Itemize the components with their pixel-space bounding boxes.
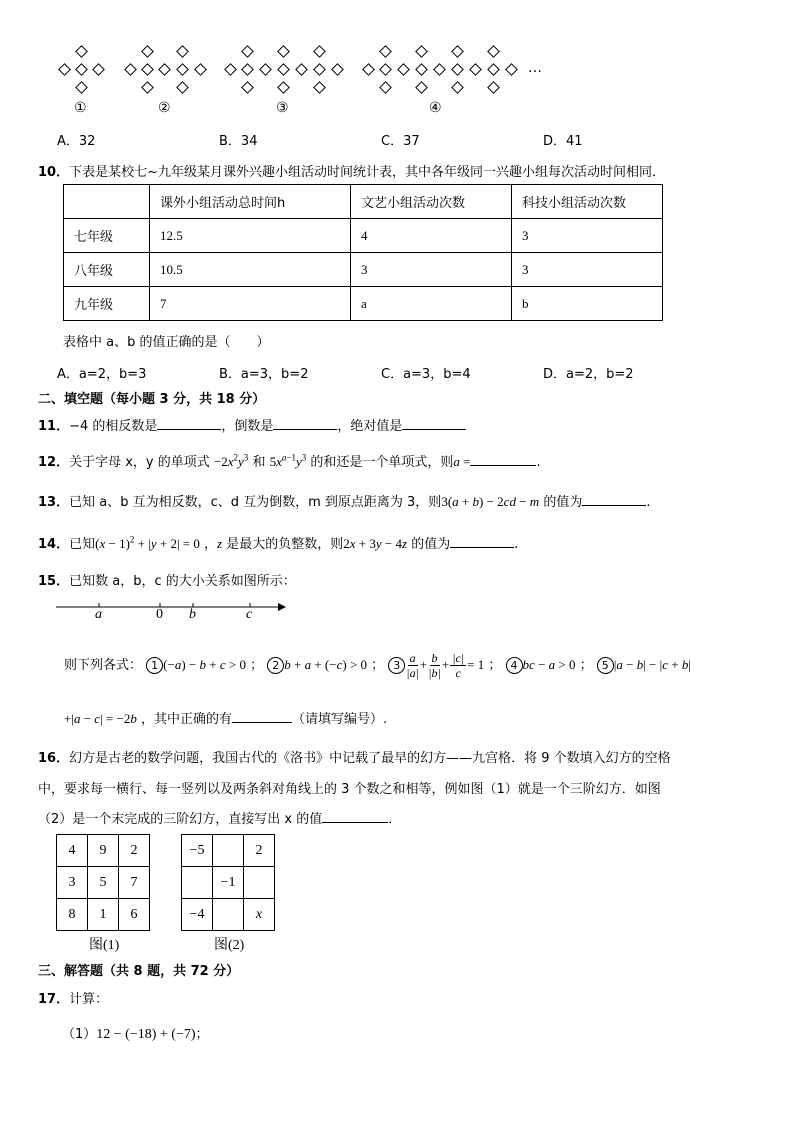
grid-cell: x xyxy=(244,899,275,931)
diamond-icon xyxy=(141,63,154,76)
activity-table xyxy=(63,184,663,321)
table-cell: 九年级 xyxy=(64,287,150,321)
arrow-icon xyxy=(278,603,286,611)
q14-text: 已知 xyxy=(69,537,96,552)
q14-text: ， xyxy=(204,537,218,552)
diamond-icon xyxy=(176,81,189,94)
q16-line2: 中，要求每一横行、每一竖列以及两条斜对角线上的 3 个数之和相等，例如图（1）就是一个三阶幻方．如图 xyxy=(38,782,661,797)
diamond-icon xyxy=(277,63,290,76)
item-marker: 1 xyxy=(146,657,163,674)
table-row xyxy=(64,253,663,287)
q12-monomial-2: $5x^{a-1}y^3$ xyxy=(269,452,307,469)
table-header-cell: 科技小组活动次数 xyxy=(512,185,663,219)
question-number: 13． xyxy=(38,495,70,510)
table-cell: 七年级 xyxy=(64,219,150,253)
grid-cell: 2 xyxy=(119,835,150,867)
q10-option-d: D．a=2，b=2 xyxy=(543,367,634,382)
q10-text: 下表是某校七~九年级某月课外兴趣小组活动时间统计表，其中各年级同一兴趣小组每次活动时间相同． xyxy=(69,165,665,180)
q15-item-5: |a − b| − |c + b| xyxy=(613,657,691,672)
table-row xyxy=(64,287,663,321)
q10-option-c: C．a=3，b=4 xyxy=(381,367,471,382)
table-header-cell xyxy=(64,185,150,219)
diamond-icon xyxy=(505,63,518,76)
q17-text: 计算： xyxy=(69,992,109,1007)
q14 xyxy=(38,533,518,552)
q13 xyxy=(38,491,650,510)
q10-question: 表格中 a、b 的值正确的是（ ） xyxy=(63,335,270,350)
diamond-icon xyxy=(295,63,308,76)
diamond-icon xyxy=(58,63,71,76)
answer-blank[interactable] xyxy=(157,417,221,430)
q13-expression: 3(a + b) − 2cd − m xyxy=(441,494,540,509)
axis-label-b: b xyxy=(189,607,196,622)
question-number: 15． xyxy=(38,574,70,589)
table-cell: 10.5 xyxy=(150,253,351,287)
q15-text: （请填写编号）. xyxy=(291,712,388,727)
table-row xyxy=(64,219,663,253)
q15-expressions: 则下列各式： 1 (−a) − b + c > 0 ； 2 b + a + (−c) > 0 ； 3 $\frac{a}{|a|}$ + $\frac{b}{|b|}$ + $\frac{|c|}{c}$ = 1 ； 4 bc − a > 0 ； 5 |a − b| − |c + b| xyxy=(64,651,691,680)
q14-expression: 2x + 3y − 4z xyxy=(343,536,408,551)
grid-cell: −1 xyxy=(213,867,244,899)
diamond-icon xyxy=(277,81,290,94)
q14-text: 是最大的负整数，则 xyxy=(226,537,344,552)
table-header-row xyxy=(64,185,663,219)
q16-text: ． xyxy=(388,812,402,827)
q13-text: 已知 a、b 互为相反数，c、d 互为倒数，m 到原点距离为 3，则 xyxy=(69,495,442,510)
q12: 12．关于字母 x，y 的单项式 $-2x^2y^3$ 和 $5x^{a-1}y^3$ 的和还是一个单项式，则a = . xyxy=(38,452,541,470)
diamond-icon xyxy=(379,81,392,94)
question-number: 12． xyxy=(38,455,70,470)
figure-label: ④ xyxy=(429,100,442,116)
diamond-icon xyxy=(313,63,326,76)
table-cell: a xyxy=(351,287,512,321)
answer-blank[interactable] xyxy=(273,417,337,430)
diamond-icon xyxy=(241,45,254,58)
grid-cell: 2 xyxy=(244,835,275,867)
table-cell: 八年级 xyxy=(64,253,150,287)
diamond-icon xyxy=(451,45,464,58)
figure-label: ② xyxy=(158,100,171,116)
diamond-icon xyxy=(141,81,154,94)
figure-caption: 图(2) xyxy=(214,938,245,953)
grid-cell: 6 xyxy=(119,899,150,931)
diamond-icon xyxy=(331,63,344,76)
q12-end: . xyxy=(536,455,541,470)
table-header-cell: 课外小组活动总时间h xyxy=(150,185,351,219)
q17-stem xyxy=(38,988,108,1007)
answer-blank[interactable] xyxy=(450,535,514,548)
q15-line2 xyxy=(64,708,387,727)
figure-label: ③ xyxy=(276,100,289,116)
figure-caption: 图(1) xyxy=(89,938,120,953)
grid-cell: 8 xyxy=(57,899,88,931)
grid-cell xyxy=(213,835,244,867)
diamond-icon xyxy=(415,81,428,94)
diamond-icon xyxy=(379,63,392,76)
answer-blank[interactable] xyxy=(322,810,388,823)
q13-end: . xyxy=(646,495,651,510)
diamond-icon xyxy=(451,81,464,94)
q11-text: ，绝对值是 xyxy=(337,419,403,434)
diamond-icon xyxy=(158,63,171,76)
q16-text: 幻方是古老的数学问题，我国古代的《洛书》中记载了最早的幻方——九宫格．将 9 个数填入幻方的空格 xyxy=(69,751,671,766)
item-marker: 2 xyxy=(267,657,284,674)
axis-label-c: c xyxy=(246,607,253,622)
diamond-icon xyxy=(469,63,482,76)
table-header-cell: 文艺小组活动次数 xyxy=(351,185,512,219)
diamond-icon xyxy=(397,63,410,76)
q15-item-4: bc − a > 0 xyxy=(522,657,576,672)
q14-end: . xyxy=(514,537,519,552)
grid-cell: 9 xyxy=(88,835,119,867)
table-cell: 7 xyxy=(150,287,351,321)
diamond-icon xyxy=(415,45,428,58)
answer-blank[interactable] xyxy=(582,493,646,506)
axis-label-a: a xyxy=(95,607,102,622)
item-marker: 3 xyxy=(388,657,405,674)
figure-ellipsis: … xyxy=(528,60,542,76)
grid-cell xyxy=(182,867,213,899)
diamond-icon xyxy=(176,45,189,58)
grid-cell: 7 xyxy=(119,867,150,899)
table-cell: 3 xyxy=(512,219,663,253)
axis-label-0: 0 xyxy=(156,607,163,622)
diamond-icon xyxy=(75,45,88,58)
q13-text: 的值为 xyxy=(543,495,583,510)
diamond-icon xyxy=(241,63,254,76)
grid-cell: 3 xyxy=(57,867,88,899)
q15-item-1: (−a) − b + c > 0 xyxy=(163,657,246,672)
q15-item-2: b + a + (−c) > 0 xyxy=(284,657,368,672)
figure-label: ① xyxy=(74,100,87,116)
q17-expression: 12 − (−18) + (−7) xyxy=(96,1027,196,1042)
grid-cell: 5 xyxy=(88,867,119,899)
q14-condition: $(x - 1)^2 + |y + 2| = 0$ xyxy=(95,534,200,551)
q16-line1 xyxy=(38,747,671,766)
grid-cell: −5 xyxy=(182,835,213,867)
q11-text: −4 的相反数是 xyxy=(69,419,158,434)
q12-var: a xyxy=(453,454,460,469)
diamond-icon xyxy=(379,45,392,58)
q17-end: ； xyxy=(195,1027,209,1042)
question-number: 17． xyxy=(38,992,70,1007)
q10-option-b: B．a=3，b=2 xyxy=(219,367,309,382)
q12-text: 关于字母 x，y 的单项式 xyxy=(69,455,210,470)
q9-option-d: D．41 xyxy=(543,134,583,149)
diamond-icon xyxy=(259,63,272,76)
q16-text: （2）是一个末完成的三阶幻方，直接写出 x 的值 xyxy=(38,812,323,827)
fraction: $\frac{|c|}{c}$ xyxy=(452,651,465,680)
question-number: 16． xyxy=(38,751,70,766)
table-cell: 3 xyxy=(351,253,512,287)
item-marker: 5 xyxy=(597,657,614,674)
number-line xyxy=(52,598,292,628)
diamond-icon xyxy=(487,81,500,94)
q10-option-a: A．a=2，b=3 xyxy=(57,367,147,382)
grid-cell xyxy=(213,899,244,931)
section-heading: 二、填空题（每小题 3 分，共 18 分） xyxy=(38,392,266,407)
q12-text: 和 xyxy=(252,455,266,470)
question-number: 10． xyxy=(38,165,70,180)
q10-stem xyxy=(38,161,665,180)
grid-cell: 4 xyxy=(57,835,88,867)
q17-part1 xyxy=(62,1023,209,1043)
grid-cell: 1 xyxy=(88,899,119,931)
q12-text: 的和还是一个单项式，则 xyxy=(310,455,454,470)
grid-cell xyxy=(244,867,275,899)
diamond-icon xyxy=(92,63,105,76)
q15-text: 已知数 a，b，c 的大小关系如图所示： xyxy=(69,574,296,589)
diamond-icon xyxy=(277,45,290,58)
diamond-icon xyxy=(313,81,326,94)
table-cell: 3 xyxy=(512,253,663,287)
question-number: 11． xyxy=(38,419,70,434)
item-marker: 4 xyxy=(506,657,523,674)
diamond-icon xyxy=(224,63,237,76)
diamond-icon xyxy=(75,63,88,76)
diamond-icon xyxy=(124,63,137,76)
q9-option-c: C．37 xyxy=(381,134,420,149)
diamond-icon xyxy=(487,63,500,76)
diamond-icon xyxy=(362,63,375,76)
q15-prefix: 则下列各式： xyxy=(64,658,143,673)
q12-monomial-1: $-2x^2y^3$ xyxy=(213,452,249,469)
diamond-icon xyxy=(241,81,254,94)
table-cell: 4 xyxy=(351,219,512,253)
diamond-icon xyxy=(433,63,446,76)
table-cell: b xyxy=(512,287,663,321)
section-heading: 三、解答题（共 8 题，共 72 分） xyxy=(38,964,240,979)
diamond-icon xyxy=(451,63,464,76)
diamond-icon xyxy=(313,45,326,58)
diamond-icon xyxy=(487,45,500,58)
q14-var: z xyxy=(217,536,223,551)
grid-cell: −4 xyxy=(182,899,213,931)
diamond-icon xyxy=(176,63,189,76)
magic-square-2 xyxy=(181,834,275,931)
q15-text: ，其中正确的有 xyxy=(140,712,232,727)
q9-option-a: A．32 xyxy=(57,134,96,149)
q14-text: 的值为 xyxy=(411,537,451,552)
fraction: $\frac{b}{|b|}$ xyxy=(428,651,441,680)
diamond-icon xyxy=(415,63,428,76)
q9-option-b: B．34 xyxy=(219,134,258,149)
q11 xyxy=(38,415,466,434)
question-number: 14． xyxy=(38,537,70,552)
q11-text: ，倒数是 xyxy=(221,419,274,434)
q15-item-5-cont: +|a − c| = −2b xyxy=(64,711,137,726)
table-cell: 12.5 xyxy=(150,219,351,253)
diamond-icon xyxy=(194,63,207,76)
q17-part-label: （1） xyxy=(62,1027,97,1042)
fraction: $\frac{a}{|a|}$ xyxy=(406,651,419,680)
magic-square-1 xyxy=(56,834,150,931)
answer-blank[interactable] xyxy=(232,710,292,723)
diamond-icon xyxy=(75,81,88,94)
diamond-icon xyxy=(141,45,154,58)
q15-stem xyxy=(38,570,296,589)
answer-blank[interactable] xyxy=(470,453,536,466)
q16-line3 xyxy=(38,808,401,827)
answer-blank[interactable] xyxy=(402,417,466,430)
